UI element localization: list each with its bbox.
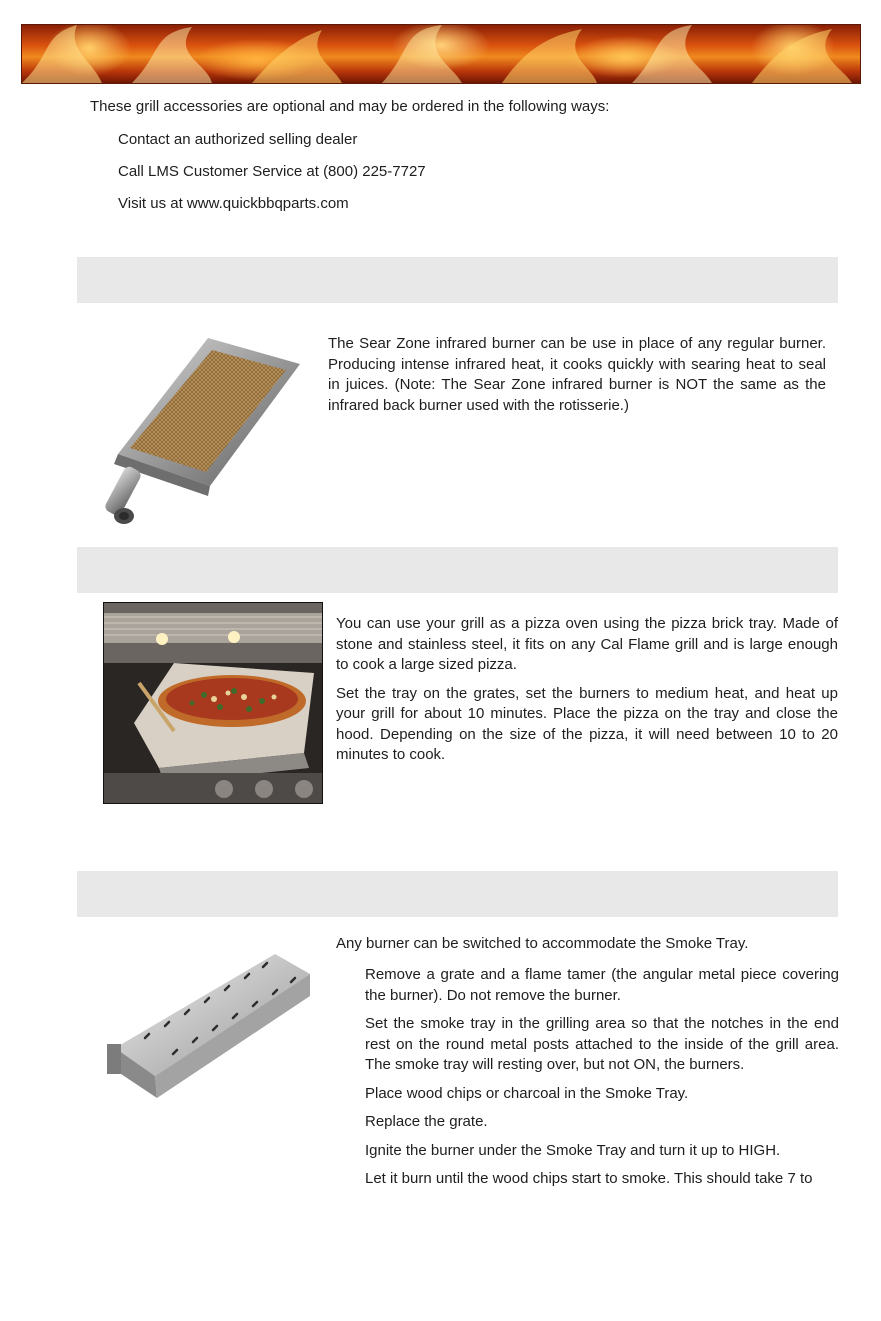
order-option-phone: Call LMS Customer Service at (800) 225-7727 xyxy=(118,163,426,180)
pizza-description xyxy=(336,614,838,774)
smoke-tray-steps xyxy=(365,965,839,1198)
smoke-tray-image xyxy=(105,948,315,1108)
smoke-tray-lead: Any burner can be switched to accommodate the Smoke Tray. xyxy=(336,935,749,952)
intro-text: These grill accessories are optional and may be ordered in the following ways: xyxy=(90,98,610,115)
sear-zone-burner-image xyxy=(100,336,302,528)
pizza-paragraph: You can use your grill as a pizza oven using the pizza brick tray. Made of stone and stainless steel, it fits on any Cal Flame grill and is large enough to cook a large sized pizza. xyxy=(336,615,838,673)
smoke-tray-step: Place wood chips or charcoal in the Smoke Tray. xyxy=(365,1084,689,1102)
smoke-tray-step: Let it burn until the wood chips start to smoke. This should take 7 to xyxy=(365,1170,813,1187)
order-option-website: Visit us at www.quickbbqparts.com xyxy=(118,195,349,212)
sear-zone-description: The Sear Zone infrared burner can be use in place of any regular burner. Producing intense infrared heat, it cooks quickly with searing heat to seal in juices. (Note: The Sear Zone infrared burner is NOT the same as the infrared back burner used with the rotisserie.) xyxy=(328,335,826,414)
pizza-paragraph: Set the tray on the grates, set the burners to medium heat, and heat up your grill for about 10 minutes. Place the pizza on the tray and close the hood. Depending on the size of the pizza, it will need between 10 to 20 minutes to cook. xyxy=(336,684,838,763)
flame-pattern xyxy=(22,25,860,83)
section-band-smoke-tray xyxy=(77,871,838,917)
smoke-tray-step: Set the smoke tray in the grilling area so that the notches in the end rest on the round metal posts attached to the inside of the grill area. The smoke tray will resting over, but not ON, the burners. xyxy=(365,1015,839,1073)
pizza-tray-image xyxy=(103,602,323,804)
flame-banner xyxy=(21,24,861,84)
section-band-pizza xyxy=(77,547,838,593)
smoke-tray-step: Remove a grate and a flame tamer (the angular metal piece covering the burner). Do not remove the burner. xyxy=(365,966,839,1004)
order-option-dealer: Contact an authorized selling dealer xyxy=(118,131,358,148)
smoke-tray-step: Replace the grate. xyxy=(365,1113,488,1130)
smoke-tray-step: Ignite the burner under the Smoke Tray and turn it up to HIGH. xyxy=(365,1141,781,1159)
section-band-sear-zone xyxy=(77,257,838,303)
